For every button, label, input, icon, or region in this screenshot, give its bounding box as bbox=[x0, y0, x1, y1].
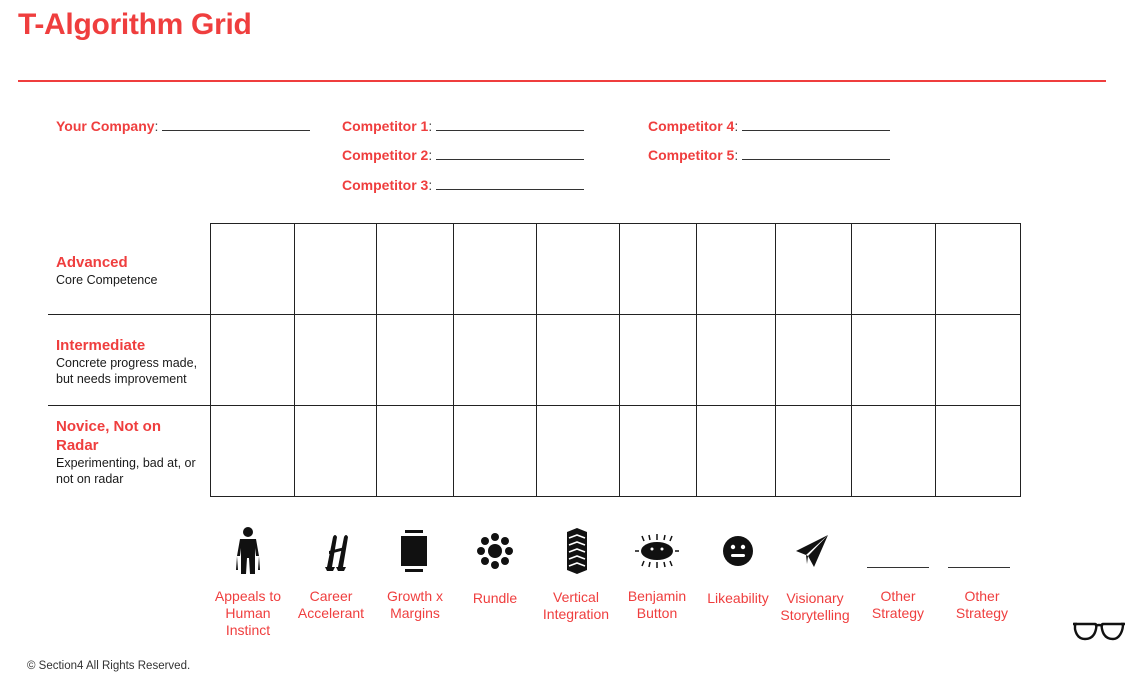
field-colon: : bbox=[428, 147, 433, 163]
column-divider bbox=[935, 224, 936, 496]
your-company-field[interactable] bbox=[56, 118, 310, 134]
column-divider bbox=[376, 224, 377, 496]
competitor-2-label: Competitor 2 bbox=[342, 147, 429, 163]
row-label-advanced bbox=[56, 253, 206, 288]
human-body-icon bbox=[223, 526, 273, 576]
row-level: Novice, Not on Radar bbox=[56, 418, 162, 454]
row-description: Concrete progress made, but needs improvement bbox=[56, 356, 198, 386]
field-colon: : bbox=[154, 118, 159, 134]
row-description: Core Competence bbox=[56, 273, 158, 287]
field-colon: : bbox=[734, 147, 739, 163]
column-label: Other Strategy bbox=[955, 588, 1009, 621]
column-label: Appeals to Human Instinct bbox=[214, 588, 282, 638]
competitor-5-field[interactable] bbox=[648, 147, 890, 163]
field-colon: : bbox=[428, 118, 433, 134]
competitor-4-blank[interactable] bbox=[742, 119, 890, 131]
field-colon: : bbox=[734, 118, 739, 134]
competitor-3-blank[interactable] bbox=[436, 178, 584, 190]
column-divider bbox=[775, 224, 776, 496]
copyright-footer: © Section4 All Rights Reserved. bbox=[27, 660, 191, 672]
column-label: Visionary Storytelling bbox=[780, 590, 850, 623]
vertical-integration-icon bbox=[552, 526, 602, 576]
column-label: Growth x Margins bbox=[386, 588, 443, 621]
column-label: Vertical Integration bbox=[542, 589, 610, 622]
competitor-4-label: Competitor 4 bbox=[648, 118, 735, 134]
row-description: Experimenting, bad at, or not on radar bbox=[56, 456, 196, 486]
title-divider bbox=[18, 80, 1106, 82]
smiley-icon bbox=[713, 526, 763, 576]
column-label: Likeability bbox=[707, 590, 769, 606]
competitor-3-label: Competitor 3 bbox=[342, 177, 429, 193]
other-strategy-blank[interactable] bbox=[867, 567, 929, 568]
your-company-blank[interactable] bbox=[162, 119, 310, 131]
column-label: Other Strategy bbox=[871, 588, 925, 621]
column-divider bbox=[536, 224, 537, 496]
competitor-3-field[interactable] bbox=[342, 177, 584, 193]
competitor-5-blank[interactable] bbox=[742, 148, 890, 160]
row-level: Intermediate bbox=[56, 337, 146, 354]
competitor-2-blank[interactable] bbox=[436, 148, 584, 160]
column-label: Benjamin Button bbox=[627, 588, 687, 621]
career-accelerant-icon bbox=[311, 526, 361, 576]
competitor-4-field[interactable] bbox=[648, 118, 890, 134]
paper-plane-icon bbox=[787, 526, 837, 576]
competitor-1-label: Competitor 1 bbox=[342, 118, 429, 134]
column-divider bbox=[619, 224, 620, 496]
growth-margins-icon bbox=[389, 526, 439, 576]
competitor-1-field[interactable] bbox=[342, 118, 584, 134]
t-algorithm-grid bbox=[210, 223, 1021, 497]
page-title: T-Algorithm Grid bbox=[18, 8, 252, 41]
column-divider bbox=[453, 224, 454, 496]
column-divider bbox=[851, 224, 852, 496]
competitor-5-label: Competitor 5 bbox=[648, 147, 735, 163]
row-label-novice bbox=[56, 417, 206, 487]
row-level: Advanced bbox=[56, 254, 128, 271]
column-label: Career Accelerant bbox=[297, 588, 365, 621]
other-strategy-blank[interactable] bbox=[948, 567, 1010, 568]
glasses-icon bbox=[1073, 621, 1125, 648]
row-label-intermediate bbox=[56, 336, 206, 387]
competitor-2-field[interactable] bbox=[342, 147, 584, 163]
column-divider bbox=[294, 224, 295, 496]
rundle-icon bbox=[470, 526, 520, 576]
field-colon: : bbox=[428, 177, 433, 193]
benjamin-button-icon bbox=[632, 526, 682, 576]
competitor-1-blank[interactable] bbox=[436, 119, 584, 131]
your-company-label: Your Company bbox=[56, 118, 155, 134]
column-label: Rundle bbox=[472, 590, 518, 606]
column-divider bbox=[696, 224, 697, 496]
